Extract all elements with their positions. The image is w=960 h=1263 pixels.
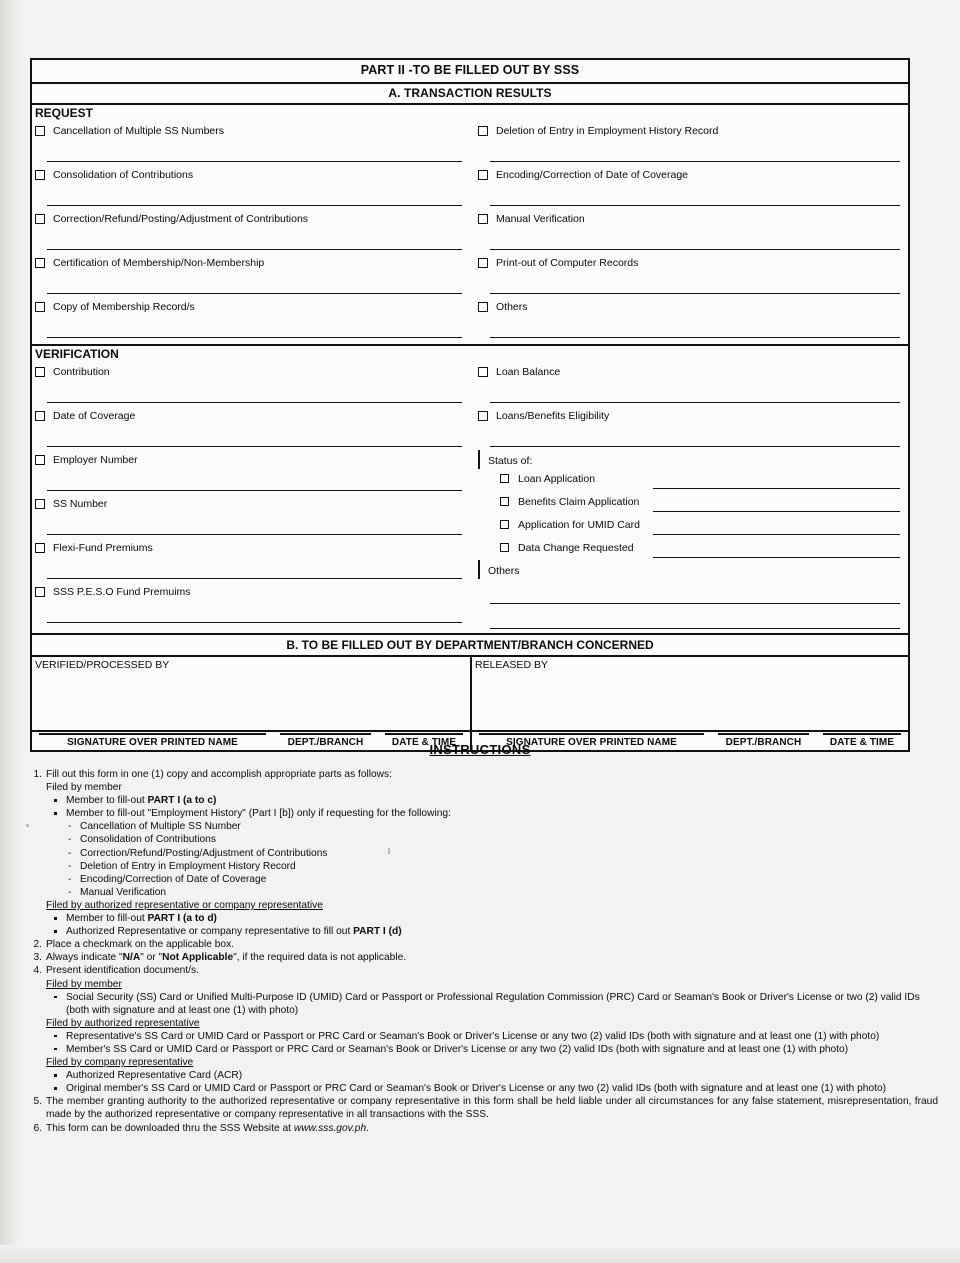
checkbox-benefits-claim-application[interactable] [500,497,509,506]
date-caption: DATE & TIME [391,736,457,748]
status-of-item-row[interactable] [478,538,900,561]
instruction-text [46,1122,938,1135]
instruction-text: The member granting authority to the authorized representative or company representative in this form shall be held liable under all circumstances for any false statement, misrepresentation, fraud made by the authorized representative or company representative in all transactions with the SSS. [46,1096,938,1121]
option-label: Benefits Claim Application [518,495,640,508]
verification-option-row[interactable] [478,363,900,407]
status-of-item-row[interactable] [478,492,900,515]
instruction-item-1 [22,768,938,938]
bullet-text-bold: PART I (d) [353,926,402,938]
instruction-text: Present identification document/s. [46,965,199,977]
checkbox-employer-number[interactable] [35,455,45,465]
option-label: Loan Balance [496,365,561,378]
write-in-rule [47,578,462,579]
write-in-rule [47,402,462,403]
bullet-text-pre: Member to fill-out [66,795,148,807]
option-label: Deletion of Entry in Employment History Record [496,124,719,137]
write-in-rule [490,293,900,294]
option-label: Data Change Requested [518,541,634,554]
instruction-number: 2. [33,939,42,951]
instruction-number: 3. [33,952,42,964]
bullet-text-pre: Member to fill-out [66,913,148,925]
section-b-body [32,657,908,730]
checkbox-application-for-umid-card[interactable] [500,520,509,529]
instruction-item-4 [22,964,938,1095]
checkbox-cancellation-multiple-ss-numbers[interactable] [35,126,45,136]
instruction-bullet: Social Security (SS) Card or Unified Multi-Purpose ID (UMID) Card or Passport or Professional Regulation Commission (PRC) Card or Seaman's Book or Driver's License or two (2) valid IDs (both with signature and at least one (1) with photo) [46,991,938,1017]
write-in-rule [47,337,462,338]
filed-by-member-heading: Filed by member [46,978,122,990]
option-label: Loans/Benefits Eligibility [496,409,610,422]
write-in-rule [47,249,462,250]
option-label: Status of: [488,454,533,467]
request-option-row[interactable] [35,298,462,342]
write-in-rule [47,161,462,162]
dept-caption: DEPT./BRANCH [725,736,802,748]
checkbox-loans-benefits-eligibility[interactable] [478,411,488,421]
checkbox-data-change-requested[interactable] [500,543,509,552]
text-pre: Always indicate " [46,952,123,964]
option-label: Flexi-Fund Premiums [53,541,153,554]
option-label: Encoding/Correction of Date of Coverage [496,168,689,181]
verification-option-row[interactable] [35,363,462,407]
write-in-rule [490,249,900,250]
write-in-rule [490,205,900,206]
request-option-row[interactable] [478,210,900,254]
status-of-item-row[interactable] [478,469,900,492]
request-option-row[interactable] [35,122,462,166]
form-header-title: PART II -TO BE FILLED OUT BY SSS [32,60,908,84]
instruction-item-5 [22,1095,938,1121]
instruction-item-2 [22,938,938,951]
write-in-rule [490,446,900,447]
part-ii-form [30,58,910,752]
checkbox-ss-number[interactable] [35,499,45,509]
option-label: SS Number [53,497,108,510]
write-in-rule [490,337,900,338]
checkbox-flexi-fund-premiums[interactable] [35,543,45,553]
date-line [385,733,463,735]
status-of-row[interactable] [478,451,900,469]
checkbox-encoding-correction-date-of-coverage[interactable] [478,170,488,180]
checkbox-print-out-of-computer-records[interactable] [478,258,488,268]
option-label: Certification of Membership/Non-Membership [53,256,265,269]
write-in-rule [490,161,900,162]
request-right-column [470,122,908,342]
released-by-label: RELEASED BY [475,658,548,671]
others-write-in-row[interactable] [478,581,900,608]
option-label: SSS P.E.S.O Fund Premuims [53,585,191,598]
checkbox-consolidation-of-contributions[interactable] [35,170,45,180]
checkbox-status-of[interactable] [478,450,480,469]
text-mid: " or " [140,952,163,964]
instruction-text [46,951,938,964]
write-in-rule [490,402,900,403]
bullet-text-bold: PART I (a to c) [147,795,217,807]
write-in-rule [47,446,462,447]
bullet-text-bold: PART I (a to d) [147,913,217,925]
checkbox-certification-of-membership[interactable] [35,258,45,268]
instruction-item-3 [22,951,938,964]
write-in-rule [653,488,900,489]
instructions-body [22,768,938,1135]
instruction-bullet [46,912,938,925]
option-label: Application for UMID Card [518,518,640,531]
filed-by-representative-heading: Filed by authorized representative or company representative [46,899,323,911]
instruction-item-6 [22,1122,938,1135]
request-heading: REQUEST [35,105,94,120]
checkbox-contribution[interactable] [35,367,45,377]
write-in-rule [490,603,900,604]
option-label: Manual Verification [496,212,585,225]
write-in-rule [653,557,900,558]
signature-caption: SIGNATURE OVER PRINTED NAME [506,736,677,748]
text-pre: This form can be downloaded thru the SSS Website at [46,1122,294,1134]
write-in-rule [490,628,900,629]
instruction-dash-item: - Deletion of Entry in Employment History Record [46,860,938,873]
dept-caption: DEPT./BRANCH [287,736,364,748]
date-caption: DATE & TIME [829,736,895,748]
verification-option-row[interactable] [35,583,462,627]
others-write-in-row[interactable] [478,608,900,633]
instruction-number: 5. [33,1096,42,1108]
instruction-dash-item: - Consolidation of Contributions [46,833,938,846]
dept-line [280,733,371,735]
write-in-rule [653,534,900,535]
checkbox-deletion-of-entry-employment-history[interactable] [478,126,488,136]
write-in-rule [47,293,462,294]
option-label: Correction/Refund/Posting/Adjustment of Contributions [53,212,309,225]
verification-option-row[interactable] [35,539,462,583]
request-option-row[interactable] [35,210,462,254]
bullet-text-pre: Authorized Representative or company representative to fill out [66,926,354,938]
instruction-number: 1. [33,769,42,780]
option-label: Print-out of Computer Records [496,256,639,269]
checkbox-copy-of-membership-records[interactable] [35,302,45,312]
instruction-dash-item: - Correction/Refund/Posting/Adjustment of Contributions [46,847,938,860]
checkbox-verification-others[interactable] [478,560,480,579]
checkbox-sss-peso-fund-premiums[interactable] [35,587,45,597]
instruction-dash-item: - Cancellation of Multiple SS Number [46,820,938,833]
instruction-bullet: Authorized Representative Card (ACR) [46,1069,938,1082]
signature-caption: SIGNATURE OVER PRINTED NAME [67,736,238,748]
request-option-row[interactable] [35,166,462,210]
request-columns [32,122,908,342]
checkbox-date-of-coverage[interactable] [35,411,45,421]
option-label: Cancellation of Multiple SS Numbers [53,124,224,137]
signature-line [39,733,266,735]
instruction-bullet: Representative's SS Card or UMID Card or Passport or PRC Card or Seaman's Book or Driver's License or any two (2) valid IDs (both with signature and at least one (1) with photo) [46,1030,938,1043]
text-post: ", if the required data is not applicable. [233,952,407,964]
instructions-title: INSTRUCTIONS [429,742,531,757]
instruction-number: 6. [33,1122,42,1134]
write-in-rule [653,511,900,512]
verification-others-row[interactable] [478,561,900,581]
checkbox-manual-verification[interactable] [478,214,488,224]
option-label: Others [496,300,528,313]
option-label: Loan Application [518,472,596,485]
filed-by-company-representative-heading: Filed by company representative [46,1057,194,1069]
instruction-number: 4. [33,965,42,977]
text-bold-na: N/A [122,952,141,964]
instruction-bullet [46,794,938,807]
text-post: . [366,1122,369,1134]
checkbox-correction-refund-posting-adjustment[interactable] [35,214,45,224]
instruction-dash-item: - Manual Verification [46,886,938,899]
verification-right-column [470,363,908,633]
signature-line [479,733,704,735]
dept-line [718,733,809,735]
verified-processed-by-label: VERIFIED/PROCESSED BY [35,658,170,671]
option-label: Employer Number [53,453,138,466]
instruction-bullet: Member to fill-out "Employment History" (Part I [b]) only if requesting for the following: [46,807,938,820]
instruction-dash-item: - Encoding/Correction of Date of Coverage [46,873,938,886]
instruction-text: Place a checkmark on the applicable box. [46,939,235,951]
write-in-rule [47,205,462,206]
write-in-rule [47,534,462,535]
instruction-bullet: Original member's SS Card or UMID Card or Passport or PRC Card or Seaman's Book or Driver's License or any two (2) valid IDs (both with signature and at least one (1) with photo) [46,1082,938,1095]
verification-columns [32,363,908,633]
option-label: Date of Coverage [53,409,136,422]
verification-option-row[interactable] [478,407,900,451]
write-in-rule [47,490,462,491]
sss-website-url[interactable]: www.sss.gov.ph [293,1122,367,1134]
request-option-row[interactable] [35,254,462,298]
verification-option-row[interactable] [35,495,462,539]
request-option-row[interactable] [478,298,900,342]
request-option-row[interactable] [478,122,900,166]
filed-by-member-heading: Filed by member [46,782,122,794]
checkbox-loan-balance[interactable] [478,367,488,377]
filed-by-authorized-representative-heading: Filed by authorized representative [46,1017,200,1029]
verification-option-row[interactable] [35,451,462,495]
scan-shadow-bottom [0,1245,960,1263]
request-option-row[interactable] [478,254,900,298]
instruction-text: Fill out this form in one (1) copy and accomplish appropriate parts as follows: [46,769,392,780]
instruction-bullet [46,925,938,938]
request-left-column [32,122,470,342]
section-b-title: B. TO BE FILLED OUT BY DEPARTMENT/BRANCH CONCERNED [32,633,908,657]
text-bold-not-applicable: Not Applicable [162,952,234,964]
checkbox-loan-application[interactable] [500,474,509,483]
option-label: Copy of Membership Record/s [53,300,195,313]
date-line [823,733,901,735]
option-label: Others [488,564,520,577]
status-of-item-row[interactable] [478,515,900,538]
verification-heading: VERIFICATION [35,346,119,361]
option-label: Contribution [53,365,110,378]
section-a-title: A. TRANSACTION RESULTS [32,84,908,105]
request-option-row[interactable] [478,166,900,210]
verification-left-column [32,363,470,633]
verified-processed-by-block[interactable] [32,657,470,730]
option-label: Consolidation of Contributions [53,168,194,181]
instruction-bullet: Member's SS Card or UMID Card or Passport or PRC Card or Seaman's Book or Driver's License or any two (2) valid IDs (both with signature and at least one (1) with photo) [46,1043,938,1056]
checkbox-request-others[interactable] [478,302,488,312]
verification-option-row[interactable] [35,407,462,451]
released-by-block[interactable] [470,657,908,730]
write-in-rule [47,622,462,623]
